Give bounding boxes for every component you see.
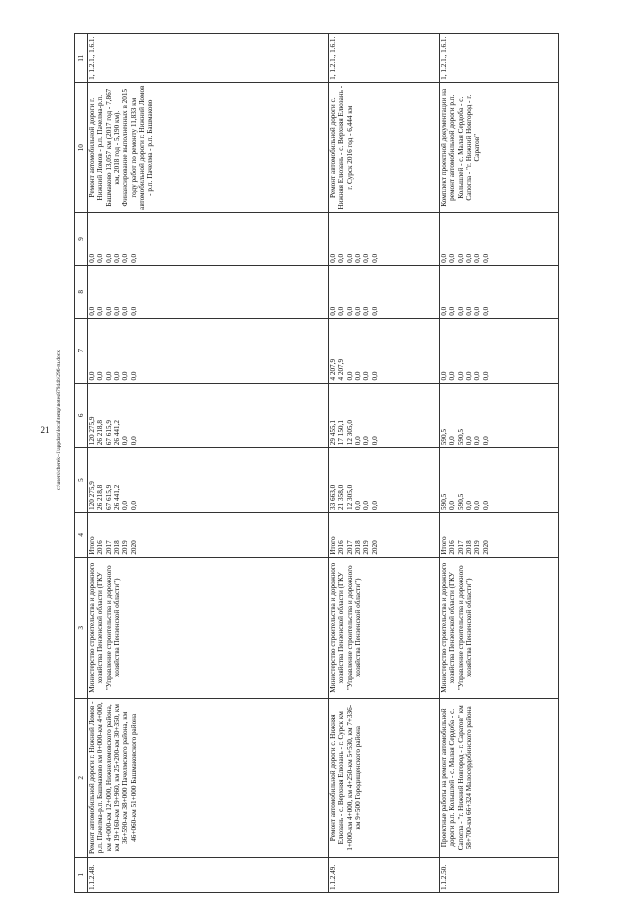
year-list-value: 2020: [370, 540, 379, 555]
row-id: 1.1.2.48.: [88, 857, 329, 892]
responsible-executor: Министерство строительства и дорожного хозяйства Пензенской области (ГКУ "Управление строительства и дорожного хозяйства Пензенской области"): [88, 557, 329, 698]
funding-other: [329, 212, 440, 265]
responsible-executor: Министерство строительства и дорожного хозяйства Пензенской области (ГКУ "Управление строительства и дорожного хозяйства Пензенской области"): [440, 557, 559, 698]
funding-total-value: 26 218,8: [96, 484, 105, 510]
col-header: 2: [75, 698, 88, 857]
col-header: 7: [75, 318, 88, 383]
program-table: [74, 33, 559, 893]
funding-total: [329, 448, 440, 513]
funding-regional-value: 0,0: [481, 436, 490, 446]
year-list-value: 2018: [465, 540, 474, 555]
col-header: 9: [75, 212, 88, 265]
funding-regional-value: 26 218,8: [96, 420, 105, 446]
funding-regional-value: 12 305,0: [345, 420, 354, 446]
funding-other-value: 0,0: [481, 253, 490, 263]
funding-federal-value: 4 207,9: [337, 358, 346, 381]
funding-other-value: 0,0: [329, 253, 337, 263]
indicator-ref: 1, 1.2.1., 1.6.1.: [88, 34, 329, 83]
col-header: 8: [75, 265, 88, 318]
funding-other-value: 0,0: [362, 253, 371, 263]
funding-other-value: 0,0: [129, 253, 138, 263]
funding-local-value: 0,0: [345, 306, 354, 316]
funding-federal-value: 0,0: [121, 371, 130, 381]
table-body: [88, 34, 559, 893]
funding-regional-value: 0,0: [370, 436, 379, 446]
funding-other-value: 0,0: [96, 253, 105, 263]
footer-path-text: c:\users\cherek~1\appdata\local\temp\notes87944b\296-ru.docx: [56, 350, 62, 490]
funding-local-value: 0,0: [456, 306, 465, 316]
indicator-ref: 1, 1.2.1., 1.6.1.: [440, 34, 559, 83]
funding-federal: [88, 318, 329, 383]
funding-regional-value: 17 150,1: [337, 420, 346, 446]
funding-regional: [88, 383, 329, 448]
funding-total-value: 590,5: [456, 493, 465, 510]
year-list-value: Итого: [440, 536, 448, 555]
year-list-value: 2019: [121, 540, 130, 555]
year-list-value: 2017: [456, 540, 465, 555]
funding-local-value: 0,0: [104, 306, 113, 316]
funding-local-value: 0,0: [113, 306, 122, 316]
funding-local-value: 0,0: [440, 306, 448, 316]
funding-other-value: 0,0: [456, 253, 465, 263]
funding-total-value: 590,5: [440, 493, 448, 510]
funding-federal-value: 0,0: [473, 371, 482, 381]
funding-local-value: 0,0: [354, 306, 363, 316]
funding-regional-value: 0,0: [354, 436, 363, 446]
col-header: 5: [75, 448, 88, 513]
funding-regional-value: 29 455,1: [329, 420, 337, 446]
funding-total-value: 0,0: [473, 500, 482, 510]
funding-federal-value: 0,0: [354, 371, 363, 381]
funding-federal-value: 0,0: [448, 371, 457, 381]
funding-regional-value: 0,0: [362, 436, 371, 446]
funding-total-value: 26 441,2: [113, 484, 122, 510]
col-header: 6: [75, 383, 88, 448]
year-list-value: 2016: [448, 540, 457, 555]
col-header: 3: [75, 557, 88, 698]
funding-federal-value: 0,0: [370, 371, 379, 381]
funding-federal-value: 0,0: [456, 371, 465, 381]
funding-total-value: 33 663,0: [329, 484, 337, 510]
funding-other-value: 0,0: [121, 253, 130, 263]
funding-total-value: 12 305,0: [345, 484, 354, 510]
funding-other-value: 0,0: [337, 253, 346, 263]
responsible-executor: Министерство строительства и дорожного хозяйства Пензенской области (ГКУ "Управление строительства и дорожного хозяйства Пензенской области"): [329, 557, 440, 698]
funding-local-value: 0,0: [370, 306, 379, 316]
funding-other-value: 0,0: [88, 253, 96, 263]
funding-federal-value: 0,0: [345, 371, 354, 381]
funding-local-value: 0,0: [129, 306, 138, 316]
funding-local: [88, 265, 329, 318]
funding-total-value: 0,0: [448, 500, 457, 510]
year-list-value: 2017: [345, 540, 354, 555]
row-id: 1.1.2.50.: [440, 857, 559, 892]
year-list-value: 2016: [337, 540, 346, 555]
funding-federal-value: 0,0: [88, 371, 96, 381]
funding-other-value: 0,0: [104, 253, 113, 263]
row-id: 1.1.2.49.: [329, 857, 440, 892]
rotated-table-container: [74, 33, 584, 893]
funding-total-value: 0,0: [370, 500, 379, 510]
year-list-value: 2016: [96, 540, 105, 555]
funding-total-value: 0,0: [362, 500, 371, 510]
funding-total-value: 0,0: [465, 500, 474, 510]
funding-regional: [329, 383, 440, 448]
year-list: [329, 512, 440, 557]
funding-local-value: 0,0: [96, 306, 105, 316]
col-header: 10: [75, 83, 88, 212]
funding-other-value: 0,0: [345, 253, 354, 263]
year-list-value: 2020: [129, 540, 138, 555]
funding-federal-value: 0,0: [104, 371, 113, 381]
funding-local-value: 0,0: [329, 306, 337, 316]
year-list-value: 2020: [481, 540, 490, 555]
col-header: 11: [75, 34, 88, 83]
funding-other-value: 0,0: [473, 253, 482, 263]
funding-regional-value: 590,5: [456, 429, 465, 446]
funding-other-value: 0,0: [440, 253, 448, 263]
funding-total-value: 67 615,9: [104, 484, 113, 510]
funding-total-value: 120 275,9: [88, 481, 96, 510]
funding-federal-value: 0,0: [96, 371, 105, 381]
funding-other: [88, 212, 329, 265]
expected-result: Комплект проектной документации на ремонт автомобильной дороги р.п. Кольшлей - с. Малая Сердоба - с. Сапогла - "г. Нижний Новгород - г. Саратов": [440, 83, 559, 212]
year-list: [88, 512, 329, 557]
col-header: 1: [75, 857, 88, 892]
funding-other-value: 0,0: [465, 253, 474, 263]
funding-local-value: 0,0: [362, 306, 371, 316]
funding-federal-value: 4 207,9: [329, 358, 337, 381]
funding-federal-value: 0,0: [481, 371, 490, 381]
funding-regional-value: 0,0: [121, 436, 130, 446]
funding-other: [440, 212, 559, 265]
activity-name: Проектные работы на ремонт автомобильной дороги р.п. Кольшлей - с. Малая Сердоба - с. Сапогла - "г. Нижний Новгород - г. Саратов" км 58+700-км 66+324 Малосердобинского района: [440, 698, 559, 857]
funding-local-value: 0,0: [473, 306, 482, 316]
funding-regional-value: 590,5: [440, 429, 448, 446]
expected-result: Ремонт автомобильной дороги с. Нижняя Елюзань - с. Верхняя Елюзань - г. Сурск 2016 год - 6,444 км: [329, 83, 440, 212]
year-list-value: 2018: [113, 540, 122, 555]
funding-total-value: 0,0: [129, 500, 138, 510]
funding-regional-value: 26 441,2: [113, 420, 122, 446]
header-row: [75, 34, 88, 893]
funding-local-value: 0,0: [465, 306, 474, 316]
year-list-value: 2019: [473, 540, 482, 555]
year-list-value: 2019: [362, 540, 371, 555]
table-row: [88, 34, 329, 893]
year-list-value: 2017: [104, 540, 113, 555]
funding-federal-value: 0,0: [465, 371, 474, 381]
funding-regional-value: 67 615,9: [104, 420, 113, 446]
footer-path: [56, 70, 62, 490]
col-header: 4: [75, 512, 88, 557]
funding-local-value: 0,0: [448, 306, 457, 316]
funding-regional-value: 120 275,9: [88, 416, 96, 446]
funding-other-value: 0,0: [448, 253, 457, 263]
funding-total-value: 21 358,0: [337, 484, 346, 510]
funding-total-value: 0,0: [481, 500, 490, 510]
activity-name: Ремонт автомобильной дороги с. Нижняя Елюзань - с. Верхняя Елюзань - г. Сурск км 1+000-км 4+000, км 4+250-км 5+530, км 7+336-км 9+500 Городищенского района: [329, 698, 440, 857]
funding-total-value: 0,0: [121, 500, 130, 510]
funding-federal: [329, 318, 440, 383]
year-list-value: 2018: [354, 540, 363, 555]
table-row: [440, 34, 559, 893]
funding-federal: [440, 318, 559, 383]
activity-name: Ремонт автомобильной дороги г. Нижний Ломов - р.п. Пачелма-р.п. Башмаково км 0+000-км 4+000, км 4+000-км 12+000, Нижнеломовского района, км 19+160-км 19+960, км 25+200-км 30+350, км 36+590-км 38+000 Пачелмского района, км 46+060-км 51+000 Башмаковского района: [88, 698, 329, 857]
funding-federal-value: 0,0: [129, 371, 138, 381]
funding-federal-value: 0,0: [113, 371, 122, 381]
funding-total-value: 0,0: [354, 500, 363, 510]
page-number: 21: [40, 425, 50, 435]
indicator-ref: 1, 1.2.1., 1.6.1.: [329, 34, 440, 83]
funding-total: [88, 448, 329, 513]
year-list-value: Итого: [88, 536, 96, 555]
funding-total: [440, 448, 559, 513]
year-list-value: Итого: [329, 536, 337, 555]
funding-federal-value: 0,0: [440, 371, 448, 381]
funding-regional: [440, 383, 559, 448]
funding-local-value: 0,0: [481, 306, 490, 316]
expected-result: Ремонт автомобильной дороги г. Нижний Ломов - р.п. Пачелма-р.п. Башмаково 13,057 км (2017 год - 7,867 км, 2018 год - 5,190 км). Финансирование выполненных в 2015 году работ по ремонту 11,833 км автомобильной дороги г. Нижний Ломов - р.п. Пачелма - р.п. Башмаково: [88, 83, 329, 212]
funding-other-value: 0,0: [354, 253, 363, 263]
funding-local: [329, 265, 440, 318]
funding-other-value: 0,0: [370, 253, 379, 263]
funding-regional-value: 0,0: [448, 436, 457, 446]
funding-local-value: 0,0: [88, 306, 96, 316]
year-list: [440, 512, 559, 557]
funding-local-value: 0,0: [337, 306, 346, 316]
table-row: [329, 34, 440, 893]
funding-federal-value: 0,0: [362, 371, 371, 381]
funding-regional-value: 0,0: [465, 436, 474, 446]
funding-local: [440, 265, 559, 318]
funding-other-value: 0,0: [113, 253, 122, 263]
funding-regional-value: 0,0: [129, 436, 138, 446]
funding-local-value: 0,0: [121, 306, 130, 316]
funding-regional-value: 0,0: [473, 436, 482, 446]
